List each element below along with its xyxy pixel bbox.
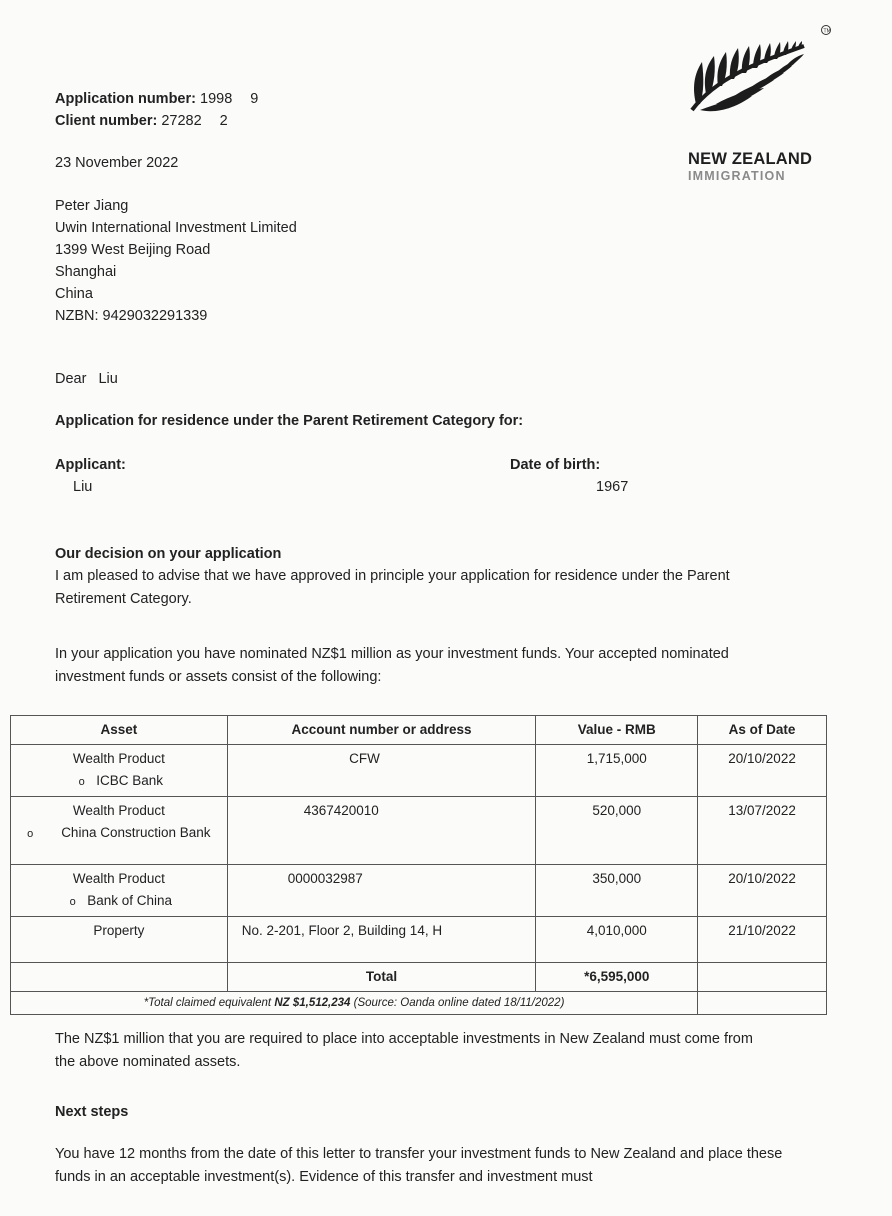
address-line: 1399 West Beijing Road	[55, 242, 211, 258]
salutation-dear: Dear	[55, 371, 87, 387]
application-number	[55, 88, 258, 110]
client-number	[55, 110, 258, 132]
column-header: As of Date	[698, 716, 827, 745]
asset-bank	[17, 890, 221, 913]
empty-cell	[698, 992, 827, 1015]
after-table-paragraph: The NZ$1 million that you are required to place into acceptable investments in New Zealand must come from the above nominated assets.	[55, 1031, 753, 1070]
table-note-row	[11, 992, 827, 1015]
column-header: Account number or address	[227, 716, 536, 745]
date-cell: 20/10/2022	[698, 865, 827, 917]
account-cell: No. 2-201, Floor 2, Building 14, H	[227, 917, 536, 963]
assets-table	[10, 715, 827, 1015]
table-total-row	[11, 963, 827, 992]
client-number-suffix: 2	[219, 113, 228, 129]
application-number-suffix: 9	[250, 91, 259, 107]
bank-name: China Construction Bank	[61, 825, 211, 840]
table-header-row	[11, 716, 827, 745]
account-cell: CFW	[227, 745, 536, 797]
nz-immigration-logo	[686, 18, 846, 183]
address-line: China	[55, 286, 93, 302]
bullet-icon: o	[69, 896, 76, 908]
address-line: Uwin International Investment Limited	[55, 220, 297, 236]
note-source: (Source: Oanda online dated 18/11/2022)	[353, 997, 565, 1009]
address-line: Peter Jiang	[55, 198, 129, 214]
decision-section	[55, 543, 795, 611]
salutation	[55, 368, 118, 390]
address-block	[55, 195, 297, 327]
total-value: *6,595,000	[536, 963, 698, 992]
asset-type: Wealth Product	[72, 803, 165, 818]
date-cell: 13/07/2022	[698, 797, 827, 865]
reference-block	[55, 88, 258, 132]
value-cell: 350,000	[536, 865, 698, 917]
letter-date: 23 November 2022	[55, 155, 179, 171]
table-row	[11, 797, 827, 865]
client-number-value: 27282	[161, 113, 202, 129]
account-cell: 4367420010	[227, 797, 536, 865]
empty-cell	[698, 963, 827, 992]
bullet-icon: o	[78, 776, 85, 788]
nomination-paragraph: In your application you have nominated NZ$1 million as your investment funds. Your accepted nominated investment funds or assets consist of the following:	[55, 646, 729, 685]
dob-value: 1967	[596, 479, 629, 495]
application-number-label: Application number:	[55, 91, 196, 107]
column-header: Asset	[11, 716, 228, 745]
value-cell: 1,715,000	[536, 745, 698, 797]
application-number-value: 1998	[200, 91, 233, 107]
value-cell: 520,000	[536, 797, 698, 865]
address-line: NZBN: 9429032291339	[55, 308, 208, 324]
asset-cell	[11, 865, 228, 917]
logo-subtitle: IMMIGRATION	[688, 169, 786, 183]
bank-name: ICBC Bank	[96, 773, 163, 788]
table-row	[11, 865, 827, 917]
address-line: Shanghai	[55, 264, 117, 280]
next-steps-heading: Next steps	[55, 1104, 129, 1120]
asset-cell: Property	[11, 917, 228, 963]
salutation-name: Liu	[98, 371, 118, 387]
date-cell: 20/10/2022	[698, 745, 827, 797]
bullet-icon: o	[27, 828, 34, 840]
dob-block	[510, 454, 628, 498]
account-cell: 0000032987	[227, 865, 536, 917]
next-steps-paragraph: You have 12 months from the date of this letter to transfer your investment funds to New Zealand and place these funds in an acceptable investment(s). Evidence of this transfer and investment must	[55, 1146, 783, 1185]
asset-bank	[17, 822, 221, 845]
decision-heading: Our decision on your application	[55, 546, 282, 562]
svg-text:TM: TM	[823, 28, 831, 35]
fern-icon	[686, 18, 836, 128]
total-note	[11, 992, 698, 1015]
total-label: Total	[227, 963, 536, 992]
applicant-name: Liu	[73, 479, 93, 495]
note-amount: NZ $1,512,234	[274, 997, 351, 1009]
applicant-block	[55, 454, 126, 498]
subject-line: Application for residence under the Parent Retirement Category for:	[55, 413, 524, 429]
note-prefix: *Total claimed equivalent	[143, 997, 272, 1009]
table-row	[11, 917, 827, 963]
table-row	[11, 745, 827, 797]
asset-type: Wealth Product	[72, 871, 165, 886]
asset-cell	[11, 745, 228, 797]
applicant-label: Applicant:	[55, 457, 126, 473]
column-header: Value - RMB	[536, 716, 698, 745]
bank-name: Bank of China	[87, 893, 173, 908]
dob-label: Date of birth:	[510, 457, 601, 473]
asset-type: Wealth Product	[72, 751, 165, 766]
date-cell: 21/10/2022	[698, 917, 827, 963]
empty-cell	[11, 963, 228, 992]
value-cell: 4,010,000	[536, 917, 698, 963]
asset-cell	[11, 797, 228, 865]
logo-title: NEW ZEALAND	[688, 150, 813, 168]
asset-bank	[17, 770, 221, 793]
decision-paragraph: I am pleased to advise that we have approved in principle your application for residence under the Parent Retirement Category.	[55, 568, 730, 607]
client-number-label: Client number:	[55, 113, 158, 129]
